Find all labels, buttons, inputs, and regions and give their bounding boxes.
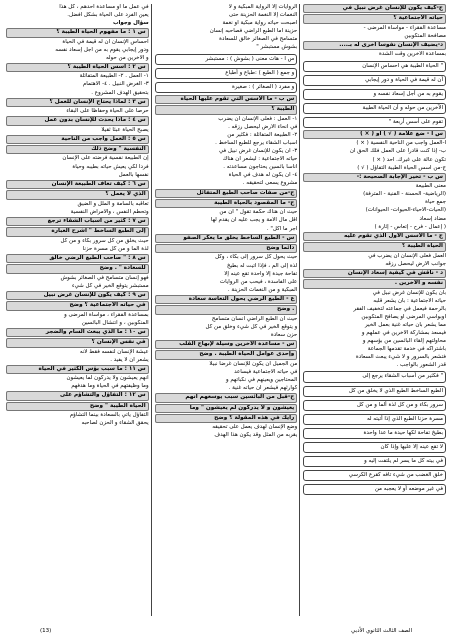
text-line: حزينة أما الطبع الراضي فصاحبه إنسان [209,28,298,35]
question-line: س ٩ : كيف يكون للإنسان غرض نبيل [6,291,149,300]
text-line: في أنحاء الأرض ليحصل رزقه . [228,123,298,130]
text-line: يقربه من المثل وقد يكون هذا الهدف [214,432,298,439]
text-line: حياته الاجتماعية : بأن يشعر قلبه [373,297,446,304]
text-line: جوانب الأرض ليحصل رزقه [385,260,446,267]
question-line: س ١٢ : التفاؤل والتشاؤم على [6,391,149,400]
question-line: س ١ : ما مفهوم الحياة الطيبة ؟ [6,28,149,37]
column-left [6,4,152,616]
text-line: يصبح الحياة عبئا ثقيلا [101,126,149,133]
text-line: المحتاجين ويعينهم في نكباتهم و [225,376,298,383]
question-line: س ٧ : كثير من أسباب الشقاء ترجع [6,217,149,226]
text-line: تكون عالة على غيرك. أحد ( × ) [372,156,446,163]
text-line: ٤- أن يكون له هدف في الحياة [228,172,298,179]
question-line: النفسية " وضح ذلك [6,145,149,154]
question-line: س ١٠ : ما الذي يبعث السأم والضجر [6,328,149,337]
question-line: س ب - ما الأسس التي تقوم عليها الحياة [155,95,298,104]
page-number: (13) [40,628,52,634]
question-line: ج-من صفات صاحب الطبع المتفائل [155,189,298,198]
text-line: أجر ما أكل" . [266,225,298,232]
question-line: س ب - تخير الإجابة الصحيحة :- [303,173,446,182]
question-line: س ا - ضع علامة ( √ ) أو ( × ) [303,130,446,139]
text-line: لذة إلى ألم ، فإذا أتيت له بطيخ [226,262,298,269]
text-line: باشتراكه في خدمة تقدمها الجماعة [367,346,446,353]
question-line: دائما وضح [155,244,298,253]
text-line: بطيخ تفاحة لكها حيدة ما عدا واحدة [303,428,446,439]
column-right [303,4,446,616]
text-line: العمل فعلى الإنسان أن يضرب في [368,252,446,259]
text-line: وضع الإنسان لهدف يعمل على تحقيقه [212,424,298,431]
column-middle [155,4,301,616]
text-line: المنكوبين ، و انتشال البائسين [81,319,149,326]
text-line: حيث يحول كل سرور إلى بكاء ، وكل [215,254,298,261]
text-line: ب- إذا كنت قادرا على العمل فلك الحق أن [349,148,446,155]
text-line: ٣- الغرض النبيل . ٤- الاهتمام [82,81,149,88]
question-line: إلى الطبع الساخط " اشرح العبارة [6,227,149,236]
question-line: ج-كيف يكون للإنسان غرض نبيل في [303,4,446,13]
text-line: معنى الطبيعة [415,183,446,190]
text-line: أناسا بائسين يحتاجون مساعدته . [223,164,298,171]
text-line: بتحقيق الهدف المشروع . [91,89,149,96]
text-line: بمساعدة الفقراء ، مواساة المرضى و [64,311,149,318]
text-line: أسباب الشقاء يرجع للطبع الساخط . [215,139,298,146]
question-line: الحياة الطيبة ؟ [303,242,446,251]
text-line: ٣- أن يكون للإنسان غرض نبيل في [218,148,298,155]
text-line: وتحطم النفس ، والأمراض النفسية [70,208,149,215]
text-line: في غير موضعه أو لا يعجبه من [303,484,446,495]
text-line: في بيته كل ما يسر لم يلتفت إليه و [303,456,446,467]
text-line: فهو إنسان متسامح في الصغائر بشوش [60,274,149,281]
question-line: ج- ما المقصود بالحياة الطيبة [155,199,298,208]
text-line: متسامح في الصغائر خالق للسعادة [219,36,298,43]
question-line: س ٢ : أسس الحياة الطيبة ؟ [6,63,149,72]
question-line: ج-قبل من البائسين سبب يوسعهم انهم [155,393,298,402]
text-line: خلق الغضب من شيء تافه كقرع الكرسي [303,470,446,481]
text-line: سؤال وجواب [112,20,149,27]
text-line: على الفاسدة ، فيحب من الروايات [219,278,298,285]
question-line: نفسه و الآخرين . [303,279,446,288]
text-line: حيث أن الطبع الراضي انسان متسامح [211,315,298,322]
text-line: أ-العمل واجب من الناحية النفسية ( × ) [356,140,446,147]
text-line: و الآخرين من حوله [105,54,149,61]
text-line: حيث أن هناك حكمة تقول " أن من [219,209,298,216]
question-line: د - ناقش في كيفية إسعاد الإنسان [303,269,446,278]
text-line: و جمع ( الطبع ) :طباع و أطباع [155,68,298,79]
question-line: س - الطبع الساخط يخلق ما يعكر الصفو [155,234,298,243]
question-line: س ٨ : " صاحب الطبع الرضي خالق [6,254,149,263]
text-line: يشعر أن لا يفيد . [110,356,149,363]
text-line: جمع حياة [425,199,446,206]
text-line: بالرحمة فيعمل في جماعته لتخفيف الفقر [353,305,446,312]
text-line: مستبشر يتوقع الخير في كل شيء [71,282,149,289]
text-line: بشوش مستبشر " [256,44,298,51]
grade-label: الصف الثالث الثانوي الأدبي [351,628,412,634]
text-line: في حياته الاجتماعية فيساعد [234,368,298,375]
text-line: مشروع يسعى لتحقيقه . [242,180,298,187]
text-line: نفسها بالعمل [118,171,149,178]
text-line: مضاد إسعاد [419,215,446,222]
question-line: الذي لا يعمل ؟ [6,190,149,199]
text-line: أصبحت حياته رواية مبكية أو نغمة [222,20,298,27]
question-line: حياته الاجتماعية ؟ [303,14,446,23]
text-line: تقوم على أسس أربعة " [303,117,446,128]
text-line: أقل مال الأمة و يجب عليه أن يقدم لها [210,217,298,224]
text-line: " فكثير من أسباب الشقاء يرجع إلى [303,371,446,382]
text-line: في عمل ما أو مساعدة أحدهم ، كل هذا [59,4,149,10]
text-line: (الحيات-الاحياء-الحيوات- الحيوانات) [365,207,446,214]
columns [6,4,446,616]
text-line: ج-من أسس الحياة الطيبة التفاؤل ( √ ) [357,164,446,171]
question-line: وإحدى عوامل الحياة الطيبة . وضح [155,350,298,359]
question-line: الطيبة ؟ [155,105,298,114]
question-line: س ٥ : العمل واجب من الناحية [6,135,149,144]
text-line: و يتوقع الخير في كل شيء وخلق من كل [205,323,298,330]
question-line: س ٤ : ماذا يحدث للإنسان بدون عمل [6,116,149,125]
text-line: ١- العمل . ٢- الطبيعة المتفائلة [79,73,149,80]
question-line: يعيشون و لا يدركون لم يعيشون " وما [155,404,298,413]
text-line: مسرة حزنا الطبع الذي إذا أتيته له [303,414,446,425]
text-line: ٢- الطبيعة المتفائلة : فكثير من [227,131,298,138]
question-line: ج - ما الأسس الأول الذي تقوم عليه [303,232,446,241]
text-line: احساس الإنسان أن له قيمة في الحياة [62,38,149,45]
text-line: أنهم يعيشون ولا يدركون لما يعيشون [66,375,149,382]
text-line: حرصا على الحياة وحفاظا على البقاء [66,108,149,115]
text-line: النغمات إلا النغمة الحزينة حتى [228,12,298,19]
text-line: سرور بكاء و من كل لذة ألما و من كل [303,400,446,411]
text-line: س ا - هات معنى ( بشوش ) : مستبشر [155,54,298,65]
text-line: و مفرد ( الصغائر ) : صغيرة [155,82,298,93]
question-line: س - مساعدة الآخرين وسيلة لإبهاج القلب [155,340,298,349]
question-line: في حياته الاجتماعية ؟ وضح [6,301,149,310]
question-line: للسعادة " . وضح [6,264,149,273]
text-line: مما يشعر بأن حياته غنية بعمل الخير [365,321,446,328]
text-line: عيشة الإنسان لنفسه فقط لأنه [79,348,149,355]
text-line: لا تقع عينه إلا عليها وإذا كان [303,442,446,453]
text-line: المبكية و من النغمات الحزينة . [227,286,298,293]
question-line: س ٣ : لماذا يحتاج الإنسان للعمل ؟ [6,98,149,107]
text-line: من الجميل أن يكون للإنسان غرضا نبيلا [209,360,298,367]
text-line: أن له قيمة في الحياة و دور إيجابي [303,75,446,86]
question-line: س ١١ : ما سبب بؤس الكثير في الحياة [6,365,149,374]
text-line: ودور إيجابي يقوم به من أجل إسعاد نفسه [55,46,149,53]
text-line: ( إعمال - فرح - إتعاس - إثارة ) [374,223,446,230]
text-line: الآخرين من حوله و أن الحياة الطيبة [303,103,446,114]
text-line: لذة ألما و من كل مسرة حزنا [82,245,149,252]
question-line: س ٦ : كيف تعاف الطبيعة الإنسان [6,180,149,189]
question-line: في نفس الإنسان ؟ [6,338,149,347]
text-line: كوارثهم فيشعر أن حياته غنية . [228,385,298,392]
text-line: ١- العمل : فعلى الإنسان أن يضرب [218,115,298,122]
question-line: د-يضيف الإنسان نفوسا أخرى له بـ.... [303,41,446,50]
text-line: قدر الشعور بالواجب . [396,362,446,369]
text-line: بأن يكون للإنسان غرض نبيل في [372,289,446,296]
text-line: حياته الاجتماعية : ليشعر أن هناك [222,156,298,163]
text-line: حيث يخلق من كل سرور بكاء و من كل [60,237,149,244]
text-line: تعاقبه بالسأمة و الملل و الضيق [77,200,149,207]
text-line: حزن سعادة [270,331,298,338]
question-line: . وضح [155,305,298,314]
question-line: ع - الطبع الرضي يحول التعاسة سعادة [155,295,298,304]
text-line: فيسعد بمشاركة الآخرين في عملهم و [361,330,446,336]
text-line: فتشعر بالسرور و لا شيء يبعث السعادة [355,354,446,361]
text-line: بمساعدة الآخرين وقت الشدة [379,51,446,58]
page-footer [0,626,452,636]
question-line: رأيك في هذه المقولة ؟ وضح [155,414,298,423]
text-line: التفاؤل يأتي بالسعادة بينما التشاؤم [69,412,149,419]
text-line: فردا لكي يعيش حياته بطيبه وحياة [72,163,149,170]
text-line: مصافحة المتكوبين [404,32,446,39]
text-line: الروايات إلا الرواية المبكية و لا [228,4,298,10]
text-line: يحقق الشقاء و الحزن لصاحبه [81,420,149,427]
text-line: وما وظيفتهم في الحياة وما هدفهم [71,383,149,390]
text-line: (الرياضية- الحسنة - الفنية - المترفة) [363,191,446,198]
text-line: إن الطبيعة نفسية فرضته على الإنسان [62,155,149,162]
text-line: أوبواسي المرضى أو يصافح المتكوبين [361,313,446,320]
text-line: يعين الفرد على الحياة بشكل أفضل. [67,12,149,19]
question-line: الحياة الطيبة " وضح [6,402,149,411]
text-line: تفاحة جيدة إلا واحدة تقع عينه إلا [224,270,298,277]
text-line: يقوم به من أجل إسعاد نفسه و [303,89,446,100]
text-line: الطبع الساخط الطبع الذي لا يخلق من كل [303,386,446,397]
text-line: محاولتهم إلقاء البائسين من بؤسهم و [362,338,446,345]
text-line: " الحياة الطيبة هي احساس الإنسان [303,61,446,72]
text-line: مساعدة الفقراء - مواساة المرضى - [363,24,446,31]
